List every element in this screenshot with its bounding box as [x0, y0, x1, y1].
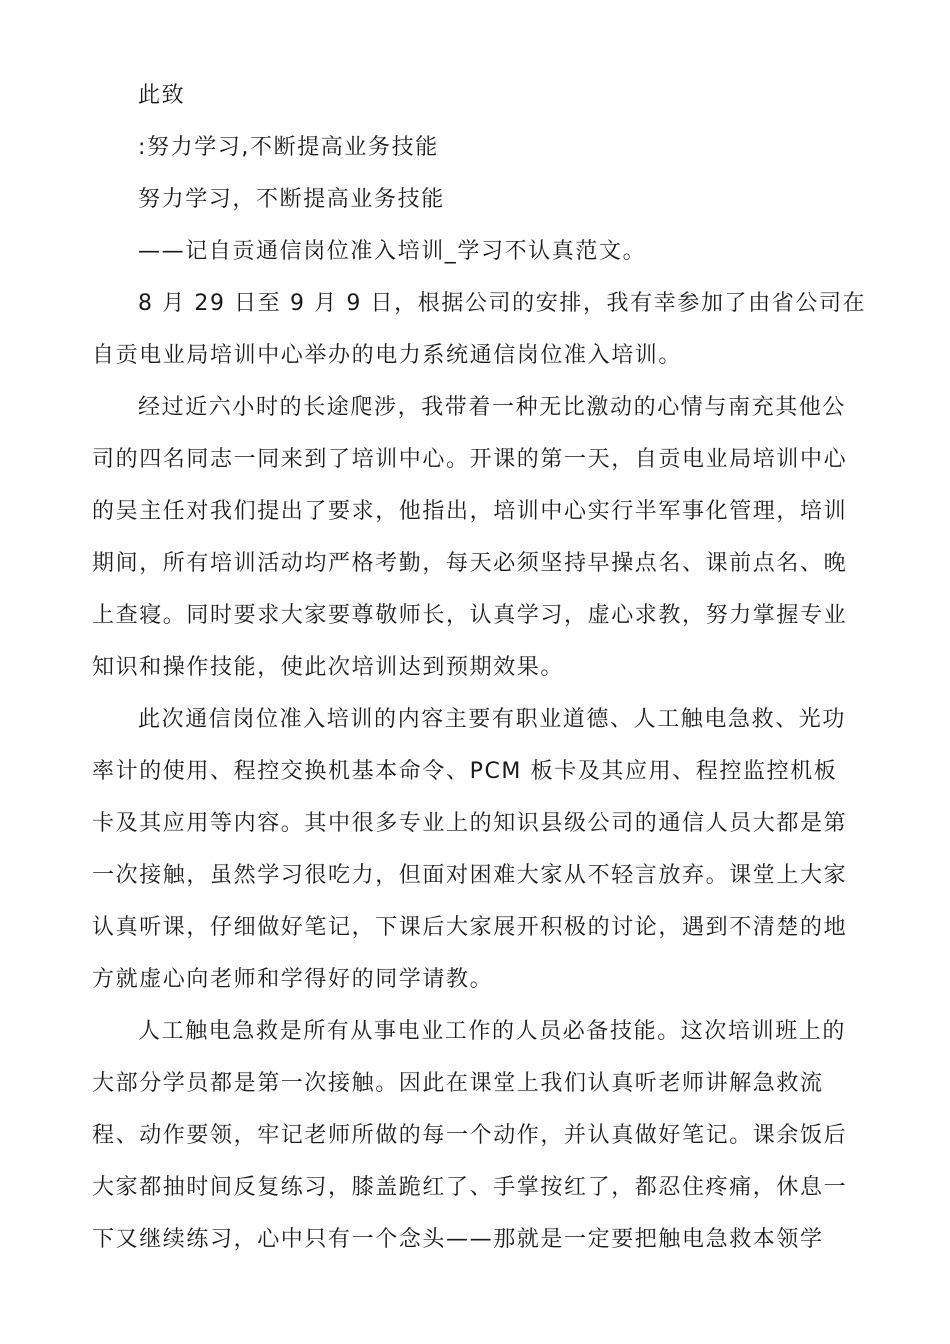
paragraph-line: 司的四名同志一同来到了培训中心。开课的第一天，自贡电业局培训中心 [92, 447, 848, 472]
paragraph-line: 大家都抽时间反复练习，膝盖跪红了、手掌按红了，都忍住疼痛，休息一 [92, 1175, 848, 1200]
paragraph-line: 一次接触，虽然学习很吃力，但面对困难大家从不轻言放弃。课堂上大家 [92, 863, 848, 888]
paragraph-line: 下又继续练习，心中只有一个念头——那就是一定要把触电急救本领学 [92, 1227, 824, 1252]
closing-salutation: 此致 [138, 83, 186, 108]
paragraph-line: 自贡电业局培训中心举办的电力系统通信岗位准入培训。 [92, 343, 683, 368]
paragraph-line: 认真听课，仔细做好笔记，下课后大家展开积极的讨论，遇到不清楚的地 [92, 915, 848, 940]
paragraph-line: 知识和操作技能，使此次培训达到预期效果。 [92, 655, 565, 680]
paragraph-line: 上查寝。同时要求大家要尊敬师长，认真学习，虚心求教，努力掌握专业 [92, 603, 848, 628]
subject-line: :努力学习,不断提高业务技能 [138, 135, 439, 160]
paragraph-line: 卡及其应用等内容。其中很多专业上的知识县级公司的通信人员大都是第 [92, 811, 848, 836]
article-title: 努力学习，不断提高业务技能 [138, 187, 445, 212]
paragraph-line: 方就虚心向老师和学得好的同学请教。 [92, 967, 494, 992]
paragraph-line: 大部分学员都是第一次接触。因此在课堂上我们认真听老师讲解急救流 [92, 1071, 824, 1096]
body-text [92, 70, 867, 1266]
article-subtitle: ——记自贡通信岗位准入培训_学习不认真范文。 [138, 239, 647, 264]
paragraph-line: 经过近六小时的长途爬涉，我带着一种无比激动的心情与南充其他公 [138, 395, 847, 420]
paragraph-line: 8 月 29 日至 9 月 9 日，根据公司的安排，我有幸参加了由省公司在 [138, 291, 867, 316]
paragraph-line: 程、动作要领，牢记老师所做的每一个动作，并认真做好笔记。课余饭后 [92, 1123, 848, 1148]
paragraph-line: 期间，所有培训活动均严格考勤，每天必须坚持早操点名、课前点名、晚 [92, 551, 848, 576]
paragraph-line: 人工触电急救是所有从事电业工作的人员必备技能。这次培训班上的 [138, 1019, 847, 1044]
paragraph-line: 此次通信岗位准入培训的内容主要有职业道德、人工触电急救、光功 [138, 707, 847, 732]
paragraph-line: 率计的使用、程控交换机基本命令、PCM 板卡及其应用、程控监控机板 [92, 759, 838, 784]
paragraph-line: 的吴主任对我们提出了要求，他指出，培训中心实行半军事化管理，培训 [92, 499, 848, 524]
